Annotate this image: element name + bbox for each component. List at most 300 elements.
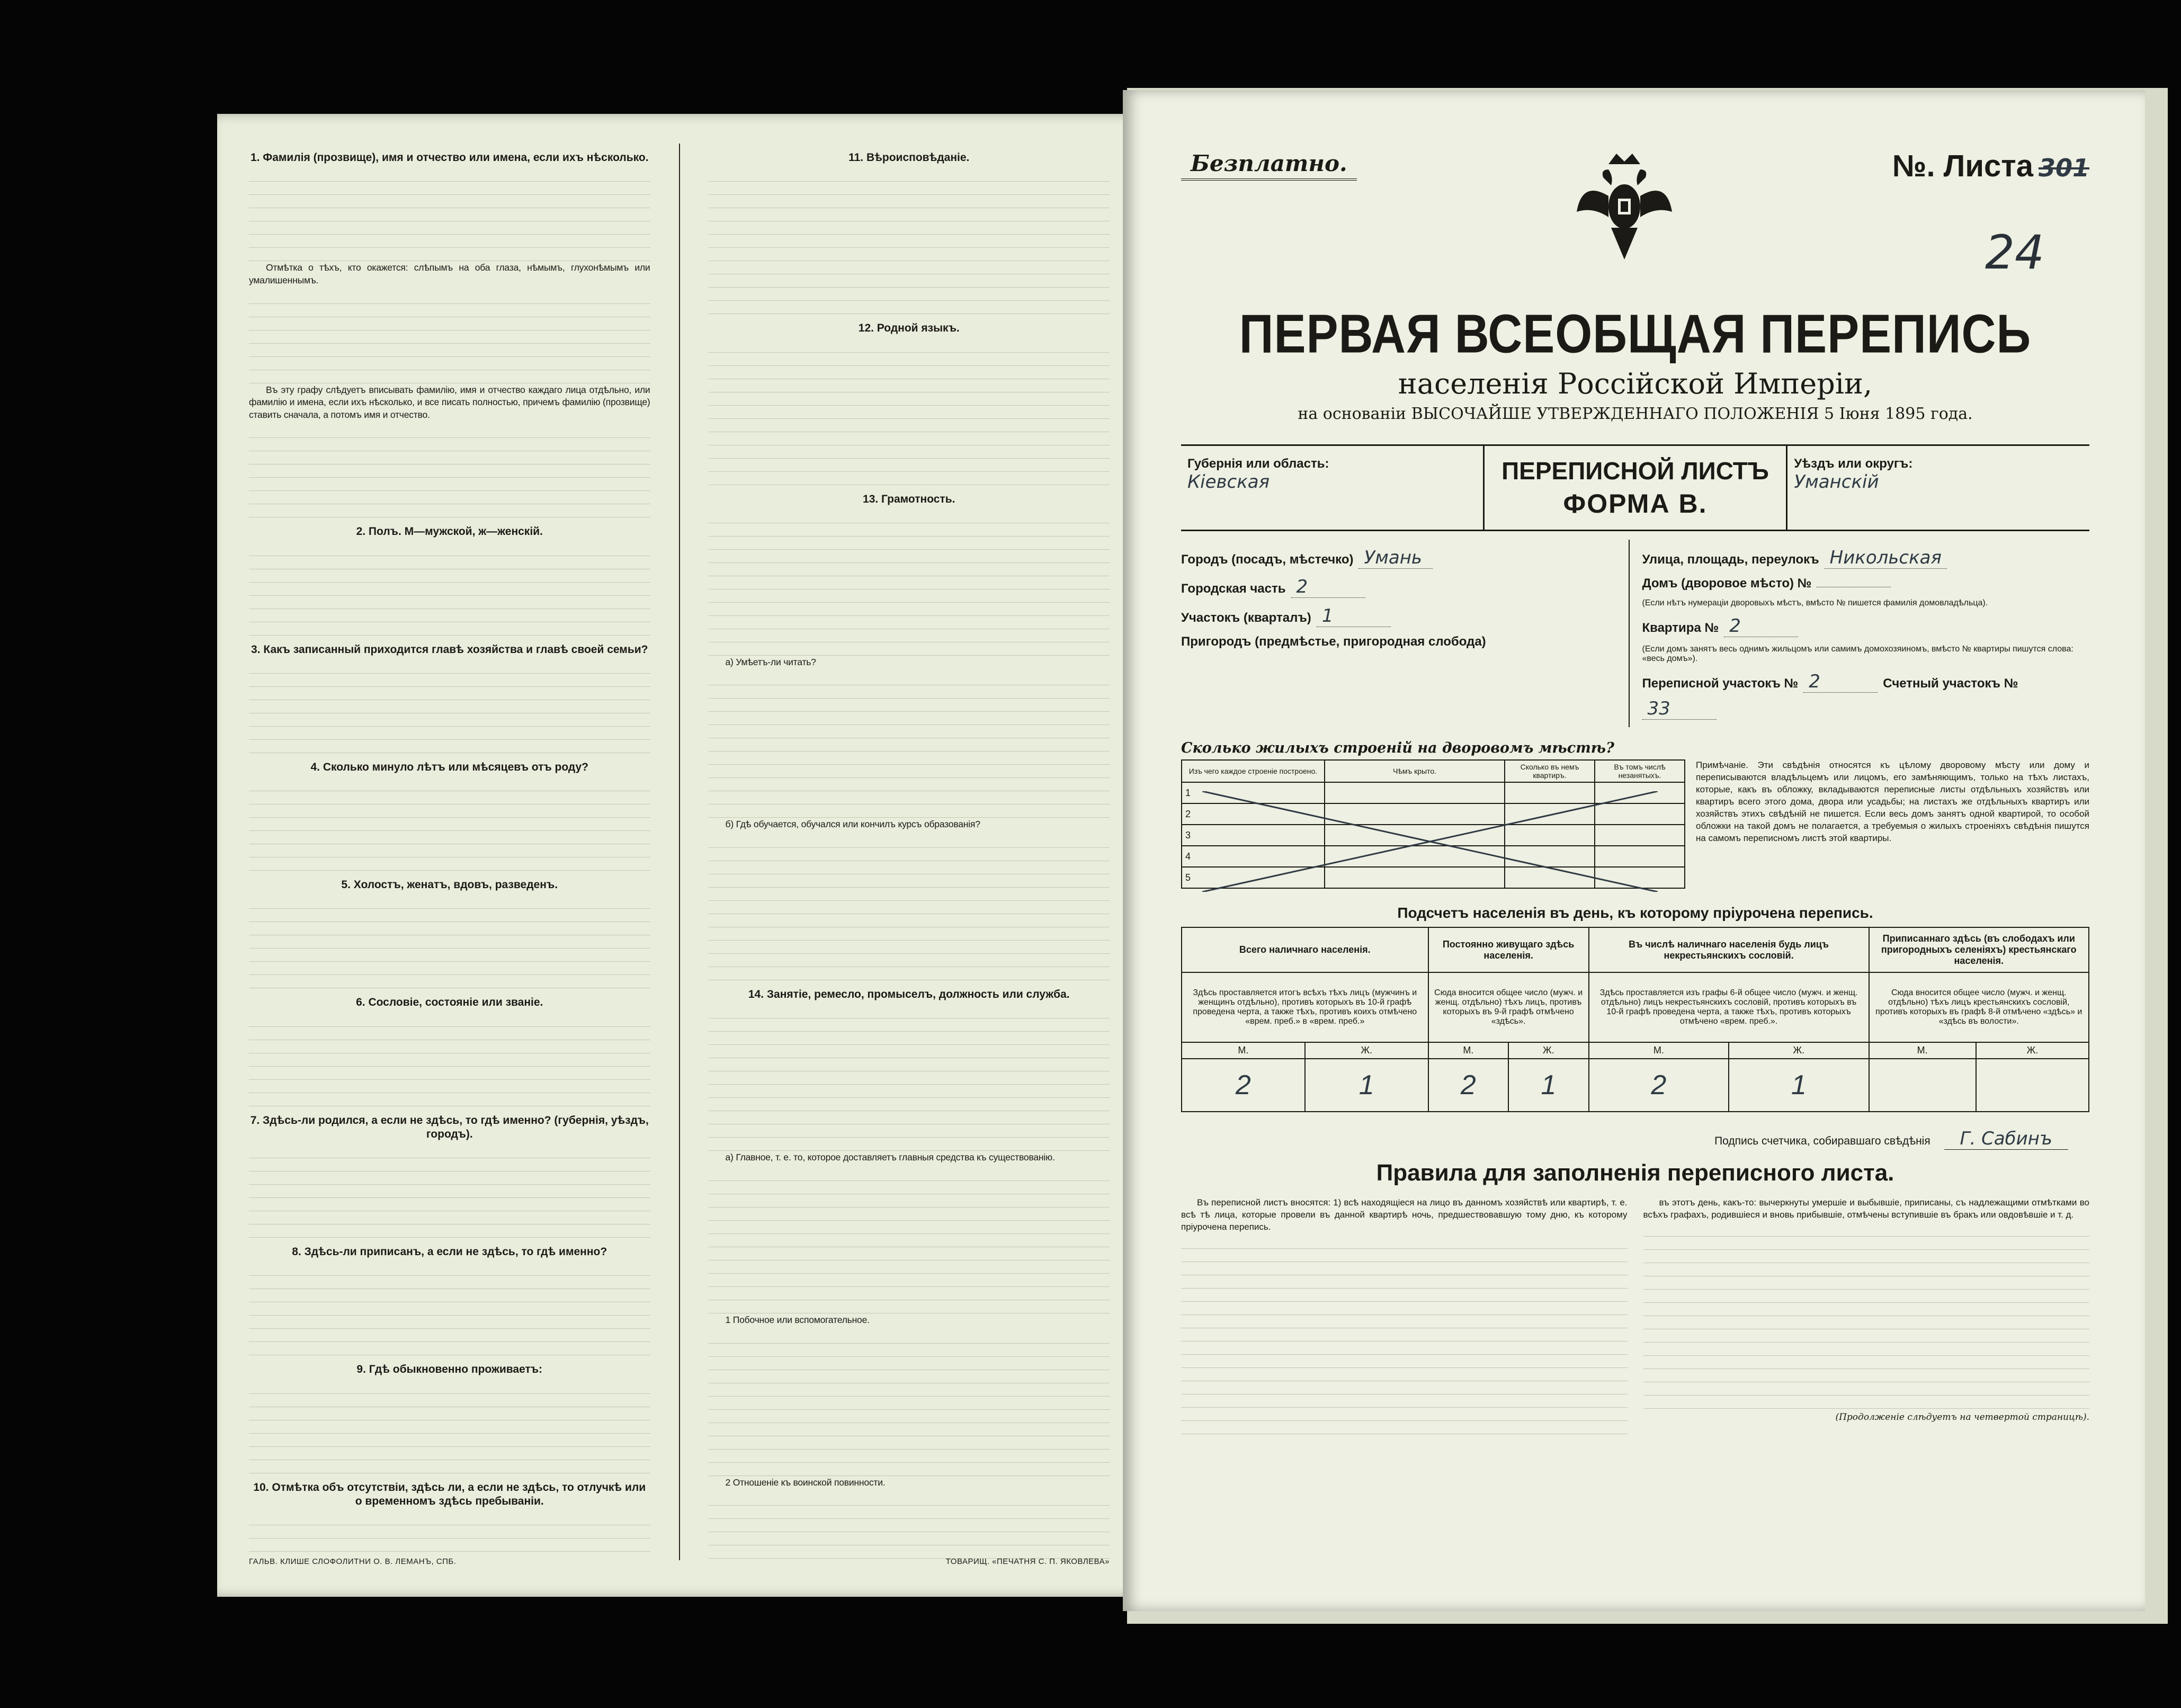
text-line bbox=[249, 1526, 650, 1539]
city-value: Умань bbox=[1358, 547, 1433, 569]
text-line bbox=[249, 505, 650, 517]
rules-title: Правила для заполненія переписного листа. bbox=[1376, 1160, 1894, 1186]
text-line bbox=[249, 1067, 650, 1080]
text-line bbox=[249, 740, 650, 753]
instruction-heading: 6. Сословіе, состояніе или званіе. bbox=[356, 996, 543, 1009]
text-line bbox=[1181, 1250, 1628, 1262]
text-line bbox=[709, 472, 1110, 485]
buildings-table-wrap bbox=[1181, 759, 1685, 889]
instruction-text-lines bbox=[249, 896, 650, 988]
text-line bbox=[709, 209, 1110, 221]
text-line bbox=[709, 1072, 1110, 1085]
count-table-descriptions bbox=[1182, 972, 2089, 1042]
count-value-cell: 1 bbox=[1508, 1059, 1589, 1112]
text-line bbox=[709, 1085, 1110, 1098]
population-count-title: Подсчетъ населенія въ день, къ которому пріурочена перепись. bbox=[1397, 905, 1873, 921]
text-line bbox=[1181, 1409, 1628, 1421]
text-line bbox=[249, 1185, 650, 1198]
text-line bbox=[249, 1408, 650, 1420]
text-line bbox=[709, 1182, 1110, 1194]
text-line bbox=[709, 1506, 1110, 1519]
male-column-label: М. bbox=[1869, 1042, 1976, 1059]
house-label: Домъ (дворовое мѣсто) № bbox=[1642, 576, 1812, 591]
text-line bbox=[709, 590, 1110, 603]
text-line bbox=[709, 1533, 1110, 1545]
apartment-value: 2 bbox=[1724, 615, 1798, 637]
text-line bbox=[1181, 1422, 1628, 1434]
province-label: Губернія или область: bbox=[1187, 457, 1329, 471]
text-line bbox=[709, 1357, 1110, 1370]
instruction-heading: 13. Грамотность. bbox=[863, 493, 955, 505]
text-line bbox=[249, 235, 650, 248]
count-description-cell: Сюда вносится общее число (мужч. и женщ. отдѣльно) тѣхъ лицъ, противъ которыхъ въ 9-й графѣ отмѣчено «здѣсь». bbox=[1428, 972, 1589, 1042]
text-line bbox=[249, 570, 650, 583]
instruction-heading: 1. Фамилія (прозвище), имя и отчество или имена, если ихъ нѣсколько. bbox=[250, 151, 649, 164]
text-line bbox=[1181, 1290, 1628, 1302]
text-line bbox=[249, 182, 650, 195]
buildings-table-header bbox=[1182, 760, 1685, 782]
text-line bbox=[709, 288, 1110, 301]
text-line bbox=[709, 726, 1110, 738]
text-line bbox=[709, 752, 1110, 765]
text-line bbox=[1643, 1357, 2090, 1369]
instruction-heading: 2. Полъ. М—мужской, ж—женскій. bbox=[356, 525, 543, 538]
text-line bbox=[249, 831, 650, 844]
text-line bbox=[249, 610, 650, 622]
text-line bbox=[249, 805, 650, 818]
census-subtitle: населенія Россійской Имперіи, bbox=[1398, 367, 1873, 400]
text-line bbox=[249, 1172, 650, 1185]
signature-label: Подпись счетчика, собиравшаго свѣдѣнія bbox=[1714, 1135, 1930, 1147]
text-line bbox=[1181, 1396, 1628, 1408]
male-column-label: М. bbox=[1182, 1042, 1305, 1059]
text-line bbox=[249, 845, 650, 857]
text-line bbox=[709, 901, 1110, 914]
instruction-heading: 14. Занятіе, ремесло, промыселъ, должность или служба. bbox=[748, 988, 1070, 1000]
text-line bbox=[249, 1290, 650, 1302]
form-letter: ФОРМА В. bbox=[1563, 489, 1708, 518]
population-count-table bbox=[1181, 927, 2089, 1112]
text-line bbox=[709, 888, 1110, 901]
rules-column-2 bbox=[1643, 1197, 2090, 1435]
text-line bbox=[249, 792, 650, 804]
count-value-cell bbox=[1976, 1059, 2089, 1112]
text-line bbox=[709, 1112, 1110, 1124]
text-line bbox=[1643, 1344, 2090, 1356]
instruction-text-lines bbox=[709, 169, 1110, 314]
instructions-column-1 bbox=[249, 144, 650, 1560]
city-label: Городъ (посадъ, мѣстечко) bbox=[1181, 552, 1354, 567]
text-line bbox=[709, 301, 1110, 314]
sheet-number-value: 301 bbox=[2038, 154, 2089, 182]
text-line bbox=[1181, 1369, 1628, 1381]
text-line bbox=[709, 275, 1110, 288]
text-line bbox=[709, 1032, 1110, 1045]
text-line bbox=[709, 433, 1110, 445]
text-line bbox=[1643, 1264, 2090, 1276]
text-line bbox=[1643, 1291, 2090, 1303]
instruction-text-lines bbox=[249, 425, 650, 517]
instruction-text-lines bbox=[249, 169, 650, 261]
count-value-cell: 2 bbox=[1428, 1059, 1509, 1112]
text-line bbox=[249, 1381, 650, 1394]
count-value-cell: 1 bbox=[1305, 1059, 1428, 1112]
text-line bbox=[709, 393, 1110, 406]
text-line bbox=[709, 1274, 1110, 1287]
text-line bbox=[249, 1461, 650, 1473]
province-value: Кіевская bbox=[1187, 471, 1270, 493]
text-line bbox=[709, 235, 1110, 248]
city-part-value: 2 bbox=[1291, 576, 1365, 598]
street-value: Никольская bbox=[1825, 547, 1947, 569]
left-page-columns bbox=[249, 144, 1110, 1560]
suburb-row bbox=[1181, 634, 1618, 649]
text-line bbox=[249, 1276, 650, 1289]
buildings-row-number: 2 bbox=[1182, 803, 1325, 825]
printer-footer bbox=[249, 1557, 1110, 1566]
count-description-cell: Здѣсь проставляется изъ графы 6-й общее число (мужч. и женщ. отдѣльно) лицъ некрестьянскихъ сословій, противъ которыхъ въ 10-й графѣ проведена черта, а также тѣхъ, противъ которыхъ отмѣчено «врем. преб.». bbox=[1589, 972, 1869, 1042]
text-line bbox=[709, 1168, 1110, 1181]
text-line bbox=[709, 1463, 1110, 1476]
form-title: ПЕРЕПИСНОЙ ЛИСТЪ bbox=[1501, 457, 1769, 485]
text-line bbox=[249, 583, 650, 596]
text-line bbox=[249, 1421, 650, 1434]
text-line bbox=[249, 779, 650, 791]
instruction-text-lines bbox=[709, 1168, 1110, 1313]
text-line bbox=[709, 1493, 1110, 1506]
apartment-label: Квартира № bbox=[1642, 621, 1719, 635]
text-line bbox=[709, 222, 1110, 235]
house-note: (Если нѣтъ нумераціи дворовыхъ мѣстъ, вмѣсто № пишется фамилія домовладѣльца). bbox=[1642, 598, 1988, 607]
text-line bbox=[709, 577, 1110, 589]
text-line bbox=[709, 195, 1110, 208]
text-line bbox=[709, 1221, 1110, 1234]
count-value-cell: 2 bbox=[1589, 1059, 1729, 1112]
female-column-label: Ж. bbox=[1305, 1042, 1428, 1059]
buildings-row-number: 5 bbox=[1182, 867, 1325, 888]
text-line bbox=[709, 1410, 1110, 1423]
text-line bbox=[249, 1014, 650, 1027]
text-line bbox=[249, 371, 650, 383]
count-value-cell: 2 bbox=[1182, 1059, 1305, 1112]
text-line bbox=[709, 603, 1110, 616]
text-line bbox=[709, 1301, 1110, 1313]
instructions-column-2 bbox=[709, 144, 1110, 1560]
city-part-row bbox=[1181, 576, 1618, 598]
census-precinct-label: Переписной участокъ № bbox=[1642, 676, 1799, 691]
suburb-label: Пригородъ (предмѣстье, пригородная слобода) bbox=[1181, 634, 1486, 649]
text-line bbox=[709, 262, 1110, 274]
text-line bbox=[249, 1027, 650, 1040]
text-line bbox=[709, 792, 1110, 804]
text-line bbox=[1643, 1277, 2090, 1290]
instruction-text: Въ эту графу слѣдуетъ вписывать фамилію, имя и отчество каждаго лица отдѣльно, или фамилію и имена, если ихъ нѣсколько, и все писать полностью, причемъ фамилію (прозвище) ставить сначала, а потомъ имя и отчество. bbox=[249, 384, 650, 420]
text-line bbox=[1643, 1304, 2090, 1316]
text-line bbox=[249, 909, 650, 922]
text-line bbox=[1181, 1237, 1628, 1249]
buildings-area bbox=[1181, 759, 2089, 889]
text-line bbox=[249, 452, 650, 464]
text-line bbox=[249, 923, 650, 935]
count-header-cell: Всего наличнаго населенія. bbox=[1182, 927, 1428, 972]
text-line bbox=[709, 954, 1110, 967]
text-line bbox=[249, 936, 650, 949]
text-line bbox=[709, 739, 1110, 752]
district-label: Уѣздъ или округъ: bbox=[1794, 457, 1913, 471]
instruction-text-lines bbox=[249, 1263, 650, 1355]
text-line bbox=[709, 340, 1110, 353]
text-line bbox=[249, 727, 650, 740]
text-line bbox=[709, 1384, 1110, 1397]
text-line bbox=[709, 1098, 1110, 1111]
instruction-text: а) Умѣетъ-ли читать? bbox=[725, 656, 816, 667]
text-line bbox=[709, 380, 1110, 392]
text-line bbox=[249, 1054, 650, 1067]
text-line bbox=[249, 1212, 650, 1224]
instruction-text-lines bbox=[249, 543, 650, 636]
count-value-cell: 1 bbox=[1729, 1059, 1869, 1112]
text-line bbox=[709, 616, 1110, 629]
text-line bbox=[709, 1059, 1110, 1071]
signature-line bbox=[1181, 1128, 2068, 1149]
precinct-row bbox=[1181, 605, 1618, 627]
precinct-label: Участокъ (кварталъ) bbox=[1181, 611, 1311, 625]
text-line bbox=[249, 318, 650, 330]
instruction-heading: 9. Гдѣ обыкновенно проживаетъ: bbox=[356, 1363, 543, 1376]
text-line bbox=[249, 1263, 650, 1276]
male-column-label: М. bbox=[1428, 1042, 1509, 1059]
left-page bbox=[217, 114, 1141, 1597]
instruction-text-lines bbox=[709, 340, 1110, 485]
text-line bbox=[249, 291, 650, 304]
count-header-cell: Приписаннаго здѣсь (въ слободахъ или пригородныхъ селеніяхъ) крестьянскаго населенія. bbox=[1869, 927, 2089, 972]
house-row bbox=[1642, 576, 2079, 591]
census-title: ПЕРВАЯ ВСЕОБЩАЯ ПЕРЕПИСЬ bbox=[1239, 303, 2032, 365]
instruction-text-lines bbox=[709, 1493, 1110, 1560]
sheet-number bbox=[1892, 148, 2089, 184]
text-line bbox=[709, 673, 1110, 685]
text-line bbox=[1181, 1382, 1628, 1394]
buildings-header-cell: Чѣмъ крыто. bbox=[1325, 760, 1505, 782]
count-description-cell: Здѣсь проставляется итогъ всѣхъ тѣхъ лицъ (мужчинъ и женщинъ отдѣльно), противъ которыхъ въ 10-й графѣ проведена черта, а также тѣхъ, противъ коихъ отмѣчено «врем. преб.» в «врем. преб.» bbox=[1182, 972, 1428, 1042]
counting-precinct-label: Счетный участокъ № bbox=[1883, 676, 2018, 691]
text-line bbox=[709, 1331, 1110, 1344]
census-precinct-value: 2 bbox=[1803, 671, 1878, 693]
instruction-heading: 5. Холостъ, женатъ, вдовъ, разведенъ. bbox=[341, 879, 558, 891]
text-line bbox=[709, 765, 1110, 778]
address-right bbox=[1629, 540, 2090, 727]
male-column-label: М. bbox=[1589, 1042, 1729, 1059]
buildings-question: Сколько жилыхъ строеній на дворовомъ мѣстѣ? bbox=[1181, 740, 1614, 756]
text-line bbox=[709, 1261, 1110, 1274]
text-line bbox=[709, 1235, 1110, 1247]
text-line bbox=[1643, 1224, 2090, 1237]
printer-credit-left: ГАЛЬВ. КЛИШЕ СЛОФОЛИТНИ О. В. ЛЕМАНЪ, СПБ. bbox=[249, 1557, 457, 1566]
street-row bbox=[1642, 547, 2079, 569]
instruction-text-lines bbox=[249, 779, 650, 871]
text-line bbox=[709, 459, 1110, 472]
city-row bbox=[1181, 547, 1618, 569]
text-line bbox=[709, 550, 1110, 563]
text-line bbox=[709, 779, 1110, 791]
text-line bbox=[249, 949, 650, 962]
female-column-label: Ж. bbox=[1976, 1042, 2089, 1059]
province-cell bbox=[1181, 446, 1483, 530]
text-line bbox=[709, 630, 1110, 642]
precinct-value: 1 bbox=[1317, 605, 1391, 627]
text-line bbox=[709, 643, 1110, 656]
text-line bbox=[709, 1248, 1110, 1260]
buildings-header-cell: Сколько въ немъ квартиръ. bbox=[1505, 760, 1595, 782]
sheet-number-label: №. Листа bbox=[1892, 149, 2033, 183]
text-line bbox=[709, 1287, 1110, 1300]
text-line bbox=[709, 524, 1110, 536]
text-line bbox=[709, 928, 1110, 941]
text-line bbox=[249, 1080, 650, 1093]
free-label: Безплатно. bbox=[1181, 148, 1357, 181]
instruction-heading: 7. Здѣсь-ли родился, а если не здѣсь, то гдѣ именно? (губернія, уѣздъ, городъ). bbox=[250, 1114, 649, 1140]
text-line bbox=[709, 1437, 1110, 1450]
continued-note: (Продолженіе слѣдуетъ на четвертой страницѣ). bbox=[1835, 1411, 2089, 1423]
form-header-block bbox=[1181, 444, 2089, 531]
buildings-row-number: 3 bbox=[1182, 825, 1325, 846]
text-line bbox=[709, 419, 1110, 432]
text-line bbox=[1643, 1238, 2090, 1250]
text-line bbox=[709, 941, 1110, 954]
count-value-cell bbox=[1869, 1059, 1976, 1112]
header-row bbox=[1181, 148, 2089, 281]
count-header-cell: Въ числѣ наличнаго населенія будь лицъ некрестьянскихъ сословій. bbox=[1589, 927, 1869, 972]
text-line bbox=[709, 835, 1110, 848]
text-line bbox=[709, 537, 1110, 550]
text-line bbox=[1643, 1370, 2090, 1382]
text-line bbox=[249, 1303, 650, 1316]
text-line bbox=[249, 701, 650, 713]
column-divider bbox=[679, 144, 680, 1560]
text-line bbox=[249, 1329, 650, 1342]
text-line bbox=[249, 1159, 650, 1172]
text-line bbox=[249, 1094, 650, 1106]
count-description-cell: Сюда вносится общее число (мужч. и женщ. отдѣльно) тѣхъ лицъ крестьянскихъ сословій, противъ которыхъ въ графѣ 8-й отмѣчено «здѣсь» и «здѣсь въ волости». bbox=[1869, 972, 2089, 1042]
instruction-text: 1 Побочное или вспомогательное. bbox=[725, 1314, 870, 1325]
rules-text-lines-2 bbox=[1643, 1224, 2090, 1409]
instruction-text-lines bbox=[709, 1006, 1110, 1151]
address-block bbox=[1181, 540, 2089, 727]
text-line bbox=[1643, 1383, 2090, 1396]
text-line bbox=[709, 406, 1110, 419]
text-line bbox=[249, 674, 650, 687]
text-line bbox=[249, 687, 650, 700]
text-line bbox=[709, 968, 1110, 980]
text-line bbox=[709, 1371, 1110, 1383]
rules-paragraph-1: Въ переписной листъ вносятся: 1) всѣ находящіеся на лицо въ данномъ хозяйствѣ или квартирѣ, т. е. всѣ тѣ лица, которые провели въ данной квартирѣ ночь, предшествовавшую тому дню, къ которому пріурочена перепись. bbox=[1181, 1197, 1628, 1232]
text-line bbox=[249, 543, 650, 556]
text-line bbox=[709, 699, 1110, 712]
crossed-out-mark bbox=[1202, 791, 1658, 892]
text-line bbox=[709, 446, 1110, 459]
text-line bbox=[709, 1125, 1110, 1138]
census-precinct-row bbox=[1642, 671, 2079, 720]
text-line bbox=[249, 195, 650, 208]
instruction-heading: 12. Родной языкъ. bbox=[858, 322, 960, 335]
text-line bbox=[249, 1447, 650, 1460]
text-line bbox=[1181, 1263, 1628, 1275]
text-line bbox=[249, 858, 650, 871]
text-line bbox=[709, 1519, 1110, 1532]
text-line bbox=[1181, 1316, 1628, 1328]
text-line bbox=[709, 1397, 1110, 1410]
buildings-note: Примѣчаніе. Эти свѣдѣнія относятся къ цѣлому дворовому мѣсту или дому и переписываются владѣльцемъ или лицомъ, его замѣняющимъ, только на тѣхъ листахъ, которые, какъ въ обложку, вкладываются переписные листы отдѣльныхъ хозяйствъ или квартиръ всего этого дома, двора или усадьбы; на листахъ же отдѣльныхъ квартиръ или хозяйствъ этихъ свѣдѣній не пишется. Если весь домъ занятъ одной квартирой, то особой обложки на такой домъ не полагается, а требуемыя о жилыхъ строеніяхъ свѣдѣнія пишутся на самомъ переписномъ листѣ этой квартиры. bbox=[1696, 760, 2089, 843]
buildings-header-cell: Изъ чего каждое строеніе построено. bbox=[1182, 760, 1325, 782]
text-line bbox=[249, 1513, 650, 1525]
text-line bbox=[249, 209, 650, 221]
text-line bbox=[709, 169, 1110, 182]
text-line bbox=[249, 661, 650, 674]
instruction-heading: 4. Сколько минуло лѣтъ или мѣсяцевъ отъ роду? bbox=[310, 761, 589, 773]
form-title-cell bbox=[1483, 446, 1788, 530]
text-line bbox=[1181, 1303, 1628, 1315]
text-line bbox=[249, 962, 650, 975]
text-line bbox=[249, 896, 650, 909]
text-line bbox=[709, 248, 1110, 261]
text-line bbox=[1181, 1276, 1628, 1289]
right-page bbox=[1123, 90, 2145, 1611]
count-table-header bbox=[1182, 927, 2089, 972]
text-line bbox=[709, 805, 1110, 818]
apartment-row bbox=[1642, 615, 2079, 637]
count-header-cell: Постоянно живущаго здѣсь населенія. bbox=[1428, 927, 1589, 972]
instruction-heading: 3. Какъ записанный приходится главѣ хозяйства и главѣ своей семьи? bbox=[251, 643, 648, 656]
text-line bbox=[249, 305, 650, 317]
instruction-heading: 8. Здѣсь-ли приписанъ, а если не здѣсь, то гдѣ именно? bbox=[292, 1246, 607, 1258]
instruction-text: а) Главное, т. е. то, которое доставляетъ главныя средства къ существованію. bbox=[725, 1152, 1055, 1163]
text-line bbox=[709, 875, 1110, 888]
printer-credit-right: ТОВАРИЩ. «ПЕЧАТНЯ С. П. ЯКОВЛЕВА» bbox=[945, 1557, 1110, 1566]
text-line bbox=[709, 686, 1110, 699]
buildings-row-number: 1 bbox=[1182, 782, 1325, 803]
text-line bbox=[1181, 1329, 1628, 1342]
text-line bbox=[249, 1539, 650, 1552]
text-line bbox=[249, 1394, 650, 1407]
instruction-text-lines bbox=[709, 1331, 1110, 1476]
text-line bbox=[709, 1208, 1110, 1221]
text-line bbox=[249, 596, 650, 609]
text-line bbox=[249, 169, 650, 182]
text-line bbox=[249, 478, 650, 491]
text-line bbox=[709, 511, 1110, 523]
street-label: Улица, площадь, переулокъ bbox=[1642, 552, 1819, 567]
text-line bbox=[709, 712, 1110, 725]
text-line bbox=[249, 1041, 650, 1053]
instruction-text: б) Гдѣ обучается, обучался или кончилъ курсъ образованія? bbox=[725, 819, 980, 830]
instruction-heading: 10. Отмѣтка объ отсутствіи, здѣсь ли, а если не здѣсь, то отлучкѣ или о временномъ здѣсь пребываніи. bbox=[253, 1481, 646, 1507]
text-line bbox=[709, 1138, 1110, 1151]
district-cell bbox=[1787, 446, 2089, 530]
instruction-text-lines bbox=[249, 661, 650, 753]
rules-columns bbox=[1181, 1197, 2089, 1435]
text-line bbox=[249, 714, 650, 727]
instruction-text-lines bbox=[709, 511, 1110, 656]
text-line bbox=[1181, 1356, 1628, 1368]
instruction-text-lines bbox=[249, 1513, 650, 1560]
signature-value: Г. Сабинъ bbox=[1944, 1128, 2068, 1150]
text-line bbox=[249, 623, 650, 636]
census-basis: на основаніи ВЫСОЧАЙШЕ УТВЕРЖДЕННАГО ПОЛОЖЕНІЯ 5 Іюня 1895 года. bbox=[1298, 405, 1973, 423]
text-line bbox=[709, 1006, 1110, 1018]
counting-precinct-value: 33 bbox=[1642, 698, 1717, 720]
text-line bbox=[249, 439, 650, 451]
text-line bbox=[1181, 1343, 1628, 1355]
